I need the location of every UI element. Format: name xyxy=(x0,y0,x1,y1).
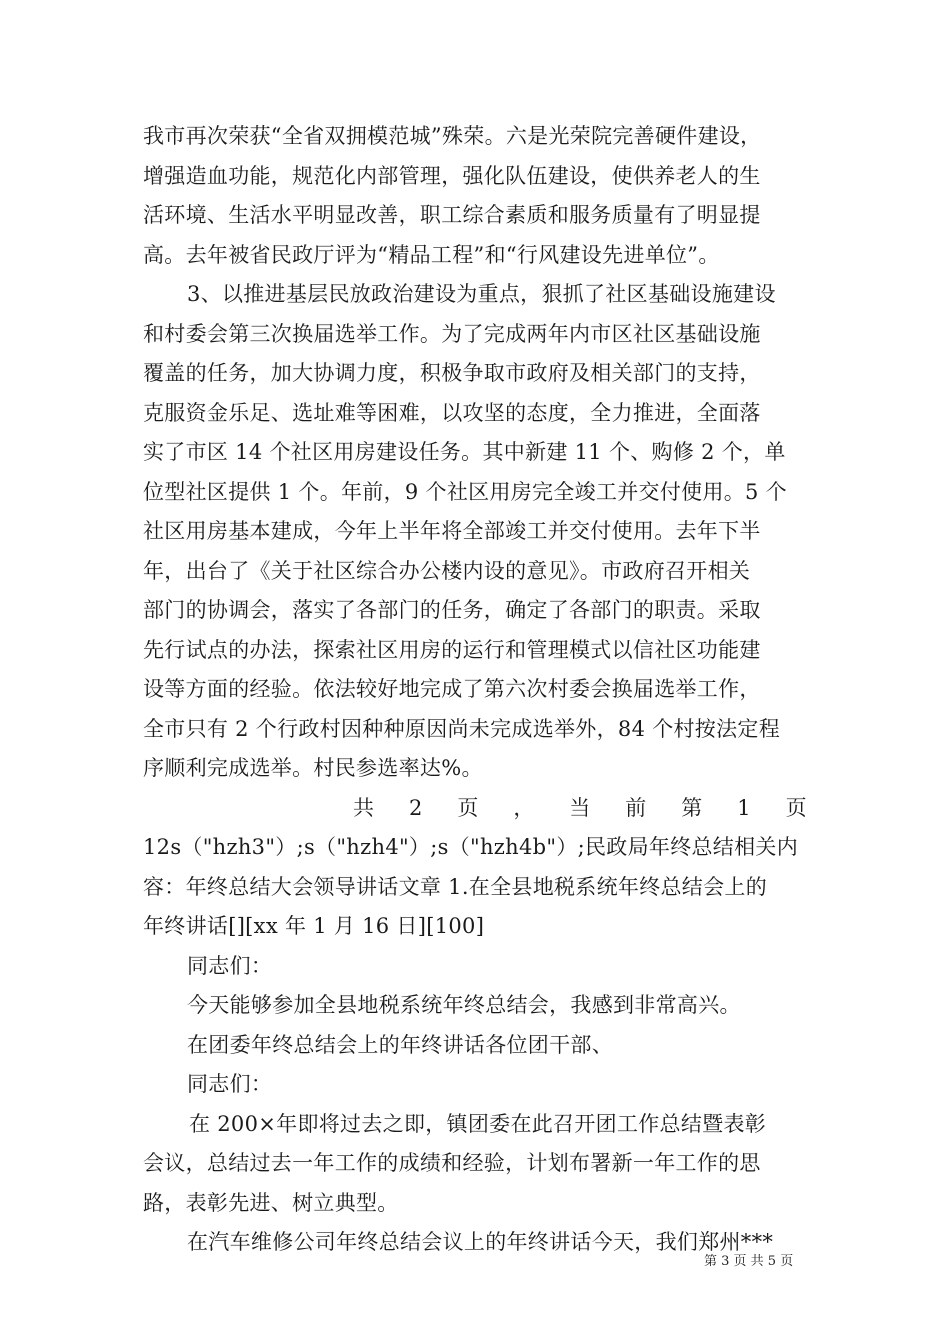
page-footer: 第 3 页 共 5 页 xyxy=(704,1254,794,1269)
pager-token: 第 xyxy=(681,795,703,820)
paragraph-line: 序顺利完成选举。村民参选率达%。 xyxy=(143,756,483,780)
paragraph-line: 和村委会第三次换届选举工作。为了完成两年内市区社区基础设施 xyxy=(143,321,761,346)
pager-token: ， xyxy=(513,795,535,820)
paragraph-line: 设等方面的经验。依法较好地完成了第六次村委会换届选举工作， xyxy=(143,677,761,701)
paragraph-line: 全市只有 2 个行政村因种种原因尚未完成选举外，84 个村按法定程 xyxy=(143,716,781,741)
paragraph-line: 今天能够参加全县地税系统年终总结会，我感到非常高兴。 xyxy=(187,993,741,1017)
paragraph-line: 克服资金乐足、选址难等困难，以攻坚的态度，全力推进，全面落 xyxy=(143,400,761,425)
paragraph-line: 3、以推进基层民放政治建设为重点，狠抓了社区基础设施建设 xyxy=(187,282,776,306)
paragraph-line: 增强造血功能，规范化内部管理，强化队伍建设，使供养老人的生 xyxy=(143,163,761,188)
pager-token: 页 xyxy=(785,795,807,820)
pager-token: 前 xyxy=(625,795,647,820)
paragraph-line: 活环境、生活水平明显改善，职工综合素质和服务质量有了明显提 xyxy=(143,203,761,227)
pager-token: 页 xyxy=(457,795,479,820)
paragraph-line: 在 200×年即将过去之即，镇团委在此召开团工作总结暨表彰 xyxy=(189,1111,767,1136)
salutation-line: 同志们： xyxy=(187,953,273,978)
paragraph-line: 高。去年被省民政厅评为“精品工程”和“行风建设先进单位”。 xyxy=(143,242,720,267)
paragraph-line: 位型社区提供 1 个。年前，9 个社区用房完全竣工并交付使用。5 个 xyxy=(143,479,787,504)
pager-token: 共 xyxy=(353,795,375,820)
page-count-line xyxy=(143,789,807,829)
paragraph-line: 12s（"hzh3"）;s（"hzh4"）;s（"hzh4b"）;民政局年终总结相关内 xyxy=(143,835,798,859)
pager-token: 2 xyxy=(408,795,423,820)
paragraph-line: 覆盖的任务，加大协调力度，积极争取市政府及相关部门的支持， xyxy=(143,361,761,385)
document-body xyxy=(143,117,807,1263)
paragraph-line: 部门的协调会，落实了各部门的任务，确定了各部门的职责。采取 xyxy=(143,598,761,622)
paragraph-line: 先行试点的办法，探索社区用房的运行和管理模式以信社区功能建 xyxy=(143,637,761,662)
paragraph-line: 年终讲话[][xx 年 1 月 16 日][100] xyxy=(143,914,485,938)
paragraph-line: 年，出台了《关于社区综合办公楼内设的意见》。市政府召开相关 xyxy=(143,558,751,583)
salutation-line: 同志们： xyxy=(187,1072,273,1096)
paragraph-line: 会议，总结过去一年工作的成绩和经验，计划布署新一年工作的思 xyxy=(143,1151,761,1175)
paragraph-line: 路，表彰先进、树立典型。 xyxy=(143,1190,399,1215)
paragraph-line: 容：年终总结大会领导讲话文章 1.在全县地税系统年终总结会上的 xyxy=(143,874,768,899)
paragraph-line: 我市再次荣获“全省双拥模范城”殊荣。六是光荣院完善硬件建设， xyxy=(143,124,762,148)
paragraph-line: 社区用房基本建成，今年上半年将全部竣工并交付使用。去年下半 xyxy=(143,519,761,543)
paragraph-line: 在团委年终总结会上的年终讲话各位团干部、 xyxy=(187,1032,613,1057)
paragraph-line: 实了市区 14 个社区用房建设任务。其中新建 11 个、购修 2 个，单 xyxy=(143,440,786,464)
paragraph-line: 在汽车维修公司年终总结会议上的年终讲话今天，我们郑州*** xyxy=(187,1230,774,1254)
pager-token: 当 xyxy=(569,795,591,820)
pager-token: 1 xyxy=(737,795,751,820)
